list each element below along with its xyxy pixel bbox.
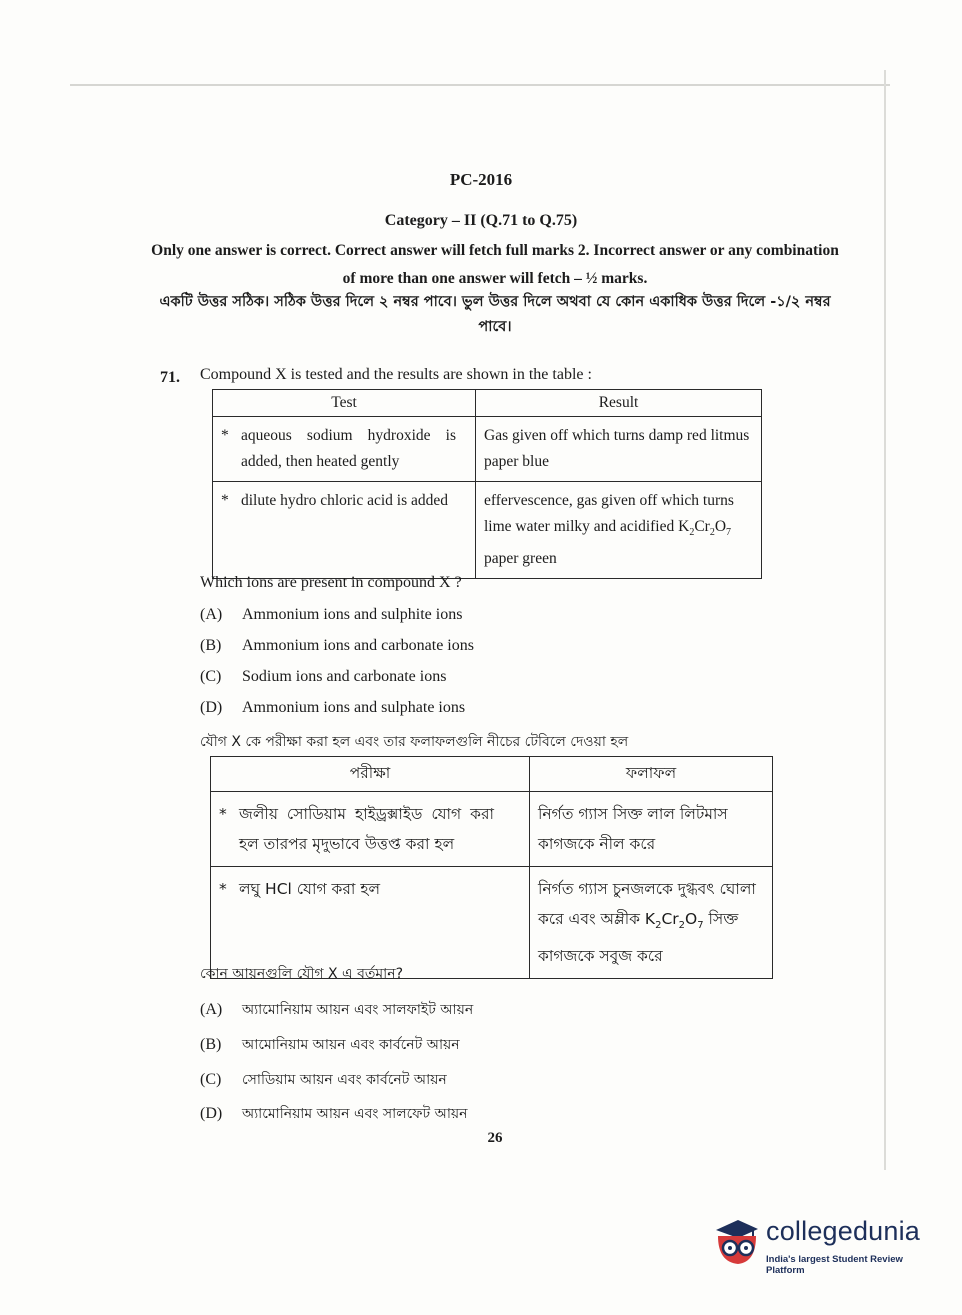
instructions-english: Only one answer is correct. Correct answer will fetch full marks 2. Incorrect answer or any combination of more than one answer will fetch – ½ marks. — [151, 242, 839, 287]
brand-name: collegedunia — [766, 1216, 921, 1246]
result-cell — [530, 867, 773, 979]
option-text: অ্যামোনিয়াম আয়ন এবং সালফাইট আয়ন — [242, 1002, 474, 1018]
paper-code: PC-2016 — [449, 170, 513, 189]
subscript: 2 — [709, 527, 715, 539]
student-mascot-icon — [708, 1214, 760, 1272]
question-prompt-bengali: কোন আয়নগুলি যৌগ X এ বর্তমান? — [200, 966, 404, 982]
table-header-row — [213, 390, 762, 417]
scan-edge-top — [70, 84, 890, 86]
test-table-bengali — [210, 756, 773, 979]
option-b-bn[interactable] — [200, 1033, 460, 1057]
collegedunia-watermark — [708, 1212, 938, 1282]
header-result: Result — [476, 390, 762, 417]
option-label: (B) — [200, 1036, 222, 1053]
scan-edge-right — [884, 70, 886, 1170]
subscript: 7 — [697, 920, 704, 932]
bullet-star: * — [219, 805, 227, 823]
option-text: Ammonium ions and sulphate ions — [242, 699, 466, 716]
option-label: (B) — [200, 637, 222, 654]
category-heading: Category – II (Q.71 to Q.75) — [384, 212, 578, 229]
brand-tagline: India's largest Student Review Platform — [766, 1254, 903, 1276]
page-number: 26 — [487, 1130, 503, 1146]
test-text: aqueous sodium hydroxide is added, then heated gently — [241, 427, 456, 470]
option-text: Ammonium ions and carbonate ions — [242, 637, 474, 654]
subscript: 2 — [655, 920, 662, 932]
chem-o: O — [714, 518, 727, 535]
header-result-bn: ফলাফল — [530, 757, 773, 792]
result-text: নির্গত গ্যাস চুনজলকে দুগ্ধবৎ ঘোলা করে এবং অম্লীক K — [538, 880, 756, 928]
bullet-star: * — [221, 427, 229, 444]
option-label: (C) — [200, 1071, 222, 1088]
test-table-english — [212, 389, 762, 579]
chem-o: O — [685, 910, 698, 928]
header-test: Test — [213, 390, 476, 417]
option-text: অ্যামোনিয়াম আয়ন এবং সালফেট আয়ন — [242, 1106, 468, 1122]
option-text: Sodium ions and carbonate ions — [242, 668, 447, 685]
option-text: আমোনিয়াম আয়ন এবং কার্বনেট আয়ন — [242, 1037, 460, 1053]
option-c-bn[interactable] — [200, 1068, 447, 1092]
header-test-bn: পরীক্ষা — [211, 757, 530, 792]
result-cell: নির্গত গ্যাস সিক্ত লাল লিটমাস কাগজকে নীল করে — [530, 792, 773, 867]
question-text: Compound X is tested and the results are shown in the table : — [200, 366, 592, 383]
table-row — [211, 792, 773, 867]
subscript: 2 — [678, 920, 686, 932]
result-text: effervescence, gas given off which turns lime water milky and acidified K — [484, 492, 734, 535]
option-text: Ammonium ions and sulphite ions — [242, 606, 463, 623]
test-text: dilute hydro chloric acid is added — [241, 492, 449, 509]
subscript: 7 — [726, 527, 732, 539]
result-cell — [476, 482, 762, 579]
test-cell — [213, 482, 476, 579]
chem-cr: Cr — [694, 518, 710, 535]
test-cell — [213, 417, 476, 482]
option-label: (A) — [200, 606, 223, 623]
option-d[interactable] — [200, 699, 465, 717]
table-row — [213, 417, 762, 482]
table-header-row — [211, 757, 773, 792]
question-prompt-english: Which ions are present in compound X ? — [200, 574, 462, 591]
option-d-bn[interactable] — [200, 1102, 468, 1126]
test-cell — [211, 792, 530, 867]
instructions-bengali: একটি উত্তর সঠিক। সঠিক উত্তর দিলে ২ নম্বর পাবে। ভুল উত্তর দিলে অথবা যে কোন একাধিক উত্তর দিলে -১/২ নম্বর পাবে। — [159, 294, 831, 335]
option-text: সোডিয়াম আয়ন এবং কার্বনেট আয়ন — [242, 1072, 447, 1088]
result-text-end: সিক্ত কাগজকে সবুজ করে — [538, 910, 739, 966]
bullet-star: * — [221, 492, 229, 509]
test-text: জলীয় সোডিয়াম হাইড্রক্সাইড যোগ করা হল তারপর মৃদুভাবে উত্তপ্ত করা হল — [239, 805, 494, 853]
option-b[interactable] — [200, 637, 474, 655]
option-label: (D) — [200, 1105, 223, 1122]
subscript: 2 — [689, 527, 695, 539]
chem-cr: Cr — [661, 910, 679, 928]
test-text: লঘু HCl যোগ করা হল — [239, 880, 381, 898]
table-row — [213, 482, 762, 579]
bullet-star: * — [219, 880, 227, 898]
question-number: 71. — [160, 369, 180, 386]
option-label: (C) — [200, 668, 222, 685]
result-cell: Gas given off which turns damp red litmus paper blue — [476, 417, 762, 482]
result-text-end: paper green — [484, 550, 557, 568]
option-a-bn[interactable] — [200, 998, 473, 1022]
option-c[interactable] — [200, 668, 446, 686]
option-label: (A) — [200, 1001, 223, 1018]
option-label: (D) — [200, 699, 223, 716]
option-a[interactable] — [200, 606, 462, 624]
question-intro-bengali: যৌগ X কে পরীক্ষা করা হল এবং তার ফলাফলগুলি নীচের টেবিলে দেওয়া হল — [200, 734, 629, 750]
